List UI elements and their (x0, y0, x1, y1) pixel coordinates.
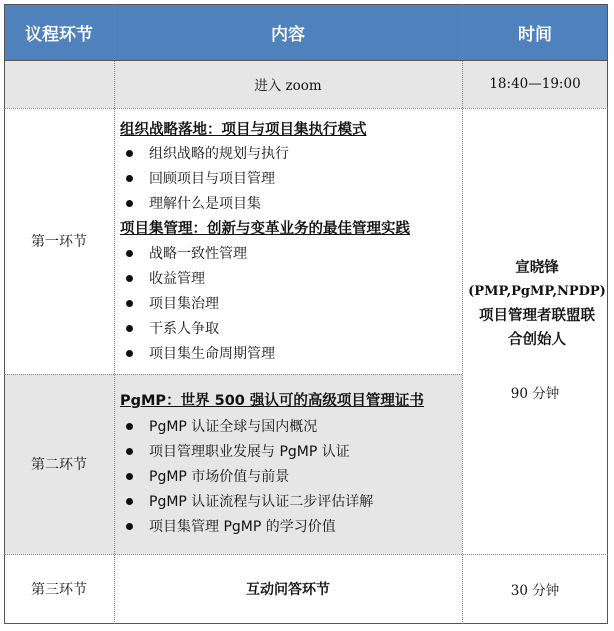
divider-row-0 (4, 108, 608, 109)
bullet-icon (126, 250, 133, 257)
bullet-icon (126, 300, 133, 307)
session-duration: 90 分钟 (510, 386, 560, 402)
speaker-info (462, 256, 612, 352)
bullet-icon (126, 275, 133, 282)
bullet-icon (126, 473, 133, 480)
list-item: 项目管理职业发展与 PgMP 认证 (120, 441, 350, 461)
session-3-content: 互动问答环节 (246, 582, 330, 598)
list-item: PgMP 市场价值与前景 (120, 466, 289, 486)
border-top (4, 4, 608, 5)
list-item: 项目集生命周期管理 (120, 343, 275, 363)
bullet-icon (126, 200, 133, 207)
speaker-credentials: (PMP,PgMP,NPDP) (468, 284, 606, 299)
bullet-icon (126, 350, 133, 357)
divider-header (4, 60, 608, 61)
list-item: 项目集治理 (120, 293, 219, 313)
bullet-icon (126, 498, 133, 505)
session-1-heading-1: 组织战略落地：项目与项目集执行模式 (120, 122, 367, 138)
border-left (4, 4, 5, 624)
bullet-icon (126, 150, 133, 157)
bullet-icon (126, 325, 133, 332)
header-time: 时间 (462, 4, 608, 60)
header-agenda: 议程环节 (4, 4, 114, 60)
divider-row-1 (4, 374, 462, 375)
list-item: PgMP 认证流程与认证二步评估详解 (120, 491, 373, 511)
bullet-icon (126, 423, 133, 430)
list-item: 组织战略的规划与执行 (120, 143, 289, 163)
divider-row-2 (4, 554, 608, 555)
session-3-time: 30 分钟 (510, 583, 560, 599)
list-item: 回顾项目与项目管理 (120, 168, 275, 188)
bullet-icon (126, 523, 133, 530)
session-3-label: 第三环节 (31, 582, 87, 598)
list-item: 战略一致性管理 (120, 243, 247, 263)
speaker-name: 宣晓锋 (515, 260, 559, 276)
list-item: 理解什么是项目集 (120, 193, 261, 213)
zoom-time: 18:40—19:00 (489, 76, 581, 92)
session-1-label: 第一环节 (31, 234, 87, 250)
bullet-icon (126, 448, 133, 455)
session-2-heading: PgMP：世界 500 强认可的高级项目管理证书 (120, 393, 424, 409)
list-item: 项目集管理 PgMP 的学习价值 (120, 516, 336, 536)
speaker-org-line-2: 合创始人 (508, 332, 566, 348)
list-item: 干系人争取 (120, 318, 219, 338)
header-content: 内容 (114, 4, 462, 60)
list-item: 收益管理 (120, 268, 205, 288)
bullet-icon (126, 175, 133, 182)
divider-col-1 (114, 4, 115, 624)
agenda-table (4, 4, 608, 624)
session-2-label: 第二环节 (31, 457, 87, 473)
session-1-heading-2: 项目集管理：创新与变革业务的最佳管理实践 (120, 221, 410, 237)
zoom-entry-text: 进入 zoom (254, 78, 322, 94)
border-bottom (4, 623, 608, 624)
speaker-org-line-1: 项目管理者联盟联 (479, 308, 595, 324)
list-item: PgMP 认证全球与国内概况 (120, 416, 317, 436)
